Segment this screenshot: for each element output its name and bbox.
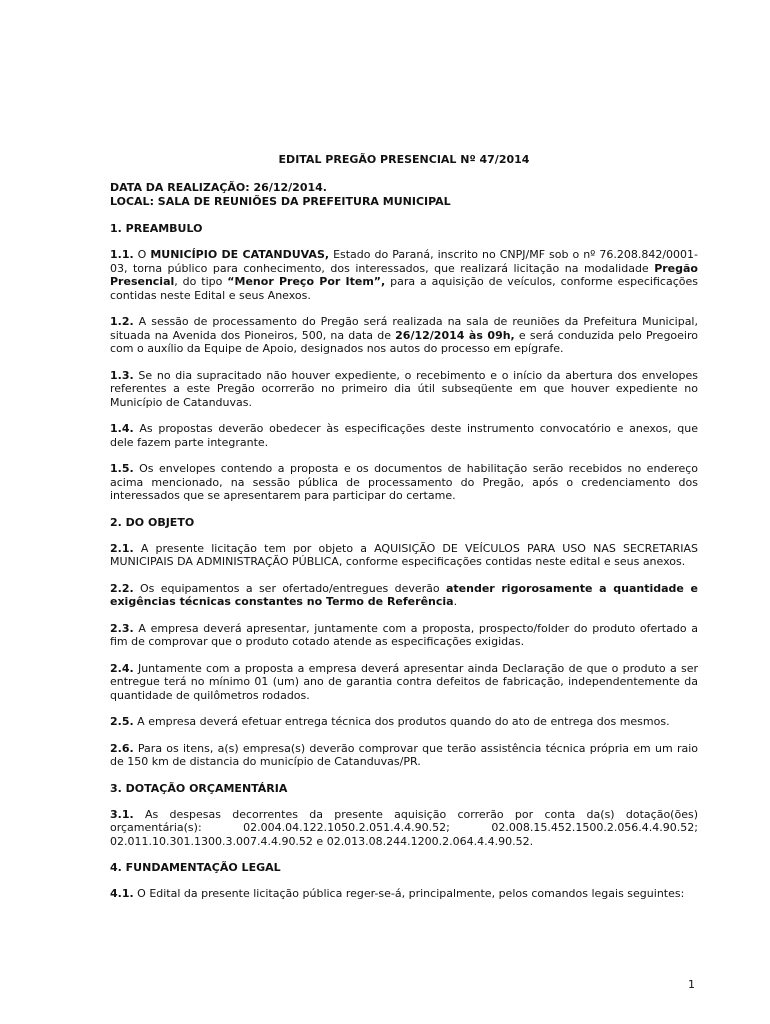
section-heading-fundamentacao: 4. FUNDAMENTAÇÃO LEGAL xyxy=(110,861,281,874)
paragraph-1-4: 1.4. As propostas deverão obedecer às especificações deste instrumento convocatório e anexos, que dele fazem parte integrante. xyxy=(110,422,698,449)
paragraph-1-1: 1.1. O MUNICÍPIO DE CATANDUVAS, Estado do Paraná, inscrito no CNPJ/MF sob o nº 76.208.842/0001-03, torna público para conhecimento, dos interessados, que realizará licitação na modalidade Pregão Presencial, do tipo “Menor Preço Por Item”, para a aquisição de veículos, conforme especificações contidas neste Edital e seus Anexos. xyxy=(110,248,699,302)
clause-number: 2.3. xyxy=(110,621,134,635)
paragraph-1-3: 1.3. Se no dia supracitado não houver expediente, o recebimento e o início da abertura dos envelopes referentes a este Pregão ocorrerão no primeiro dia útil subseqüente em que houver expediente no Município de Catanduvas. xyxy=(110,368,698,409)
section-heading-dotacao: 3. DOTAÇÃO ORÇAMENTÁRIA xyxy=(110,781,288,795)
paragraph-2-4: 2.4. Juntamente com a proposta a empresa deverá apresentar ainda Declaração de que o produto a ser entregue terá no mínimo 01 (um) ano de garantia contra defeitos de fabricação, independentemente da quantidade de quilômetros rodados. xyxy=(110,661,698,702)
paragraph-2-6: 2.6. Para os itens, a(s) empresa(s) deverão comprovar que terão assistência técnica própria em um raio de 150 km de distancia do município de Catanduvas/PR. xyxy=(110,741,698,768)
clause-number: 2.2. xyxy=(110,581,134,595)
page-number: 1 xyxy=(688,978,695,991)
clause-number: 2.6. xyxy=(110,741,134,755)
paragraph-2-1: 2.1. A presente licitação tem por objeto a AQUISIÇÃO DE VEÍCULOS PARA USO NAS SECRETARIAS MUNICIPAIS DA ADMINISTRAÇÃO PÚBLICA, conforme especificações contidas neste edital e seus anexos. xyxy=(110,541,698,568)
document-page xyxy=(110,153,698,914)
local-line: LOCAL: SALA DE REUNIÕES DA PREFEITURA MUNICIPAL xyxy=(110,195,451,208)
clause-number: 3.1. xyxy=(110,807,134,821)
paragraph-3-1: 3.1. As despesas decorrentes da presente aquisição correrão por conta da(s) dotação(ões) orçamentária(s): 02.004.04.122.1050.2.051.4.4.90.52; 02.008.15.452.1500.2.056.4.4.90.52; 02.011.10.301.1300.3.007.4.4.90.52 e 02.013.08.244.1200.2.064.4.4.90.52. xyxy=(110,807,698,848)
clause-number: 1.5. xyxy=(110,462,134,475)
paragraph-4-1: 4.1. O Edital da presente licitação pública reger-se-á, principalmente, pelos comandos legais seguintes: xyxy=(110,887,685,900)
paragraph-1-2: 1.2. A sessão de processamento do Pregão será realizada na sala de reuniões da Prefeitura Municipal, situada na Avenida dos Pioneiros, 500, na data de 26/12/2014 às 09h, e será conduzida pelo Pregoeiro com o auxílio da Equipe de Apoio, designados nos autos do processo em epígrafe. xyxy=(110,315,698,355)
paragraph-2-3: 2.3. A empresa deverá apresentar, juntamente com a proposta, prospecto/folder do produto ofertado a fim de comprovar que o produto cotado atende as especificações exigidas. xyxy=(110,621,698,648)
clause-number: 4.1. xyxy=(110,887,134,900)
clause-number: 1.2. xyxy=(110,315,134,328)
clause-number: 2.4. xyxy=(110,661,134,675)
date-line: DATA DA REALIZAÇÃO: 26/12/2014. xyxy=(110,181,327,194)
section-heading-objeto: 2. DO OBJETO xyxy=(110,515,195,529)
document-title: EDITAL PREGÃO PRESENCIAL Nº 47/2014 xyxy=(278,153,530,166)
paragraph-2-5: 2.5. A empresa deverá efetuar entrega técnica dos produtos quando do ato de entrega dos mesmos. xyxy=(110,715,670,728)
clause-number: 2.5. xyxy=(110,715,134,728)
clause-number: 1.1. xyxy=(110,248,134,261)
clause-number: 1.4. xyxy=(110,422,134,435)
paragraph-2-2: 2.2. Os equipamentos a ser ofertado/entregues deverão atender rigorosamente a quantidade e exigências técnicas constantes no Termo de Referência. xyxy=(110,581,698,608)
clause-number: 2.1. xyxy=(110,541,134,555)
section-heading-preambulo: 1. PREAMBULO xyxy=(110,222,203,235)
paragraph-1-5: 1.5. Os envelopes contendo a proposta e os documentos de habilitação serão recebidos no endereço acima mencionado, na sessão pública de processamento do Pregão, após o credenciamento dos interessados que se apresentarem para participar do certame. xyxy=(110,462,698,502)
clause-number: 1.3. xyxy=(110,368,134,382)
